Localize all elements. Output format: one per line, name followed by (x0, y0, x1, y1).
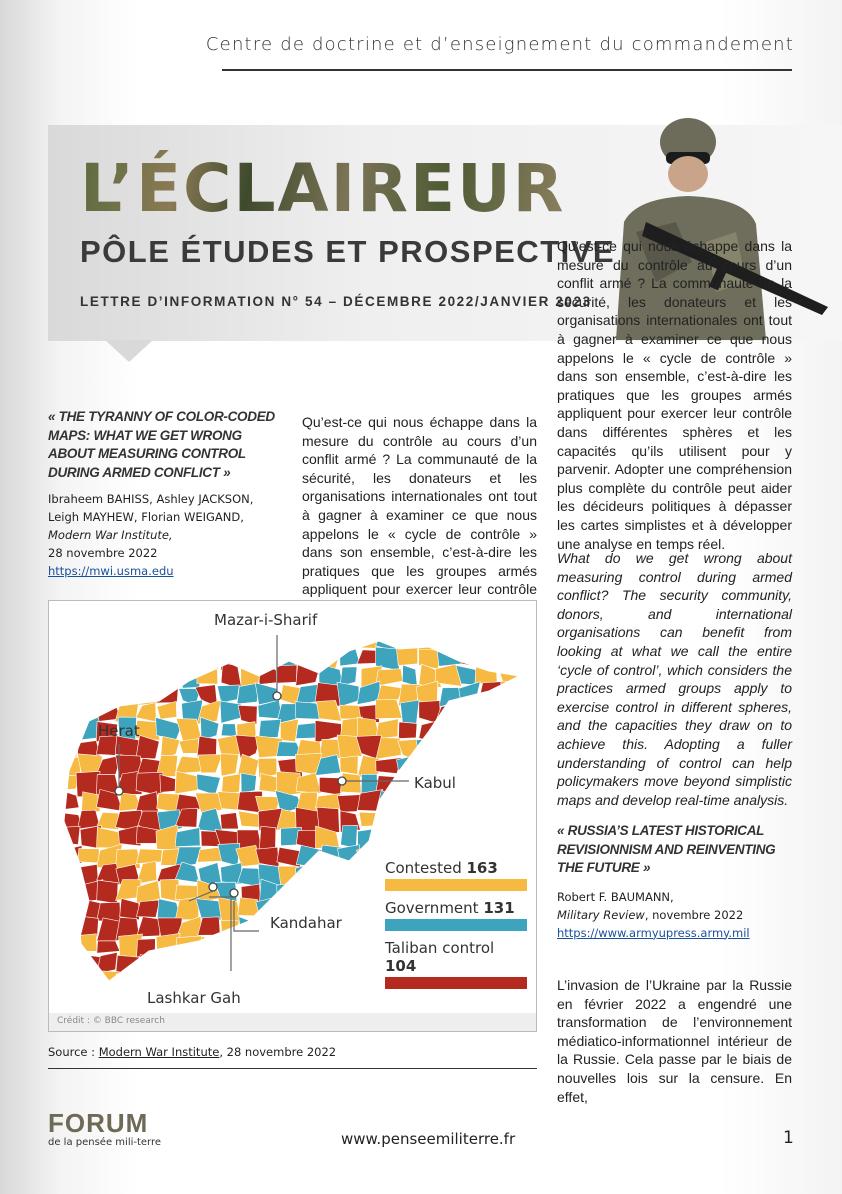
header-org: Centre de doctrine et d’enseignement du commandement (205, 34, 794, 55)
article2-text: L’invasion de l’Ukraine par la Russie en février 2022 a engendré une transformation de l’environnement médiatico-informationnel intérieur de la Russie. Cela passe par le biais de nouvelles lois sur la censure. En effet, (557, 977, 792, 1105)
district-cell (439, 827, 460, 849)
district-cell (220, 813, 238, 829)
district-cell (197, 631, 222, 651)
map-credit: Crédit : © BBC research (49, 1013, 536, 1031)
district-cell (116, 988, 137, 1008)
district-cell (197, 774, 221, 795)
district-cell (459, 790, 481, 815)
district-cell (416, 739, 440, 758)
district-cell (296, 634, 317, 646)
district-cell (56, 865, 77, 884)
newsletter-subtitle: PÔLE ÉTUDES ET PROSPECTIVE (80, 234, 616, 269)
district-cell (56, 915, 81, 937)
district-cell (518, 628, 541, 649)
legend-label: Taliban control 104 (385, 939, 495, 975)
district-cell (260, 936, 282, 957)
district-cell (57, 954, 80, 977)
district-cell (376, 776, 400, 792)
district-cell (235, 629, 258, 651)
district-cell (56, 790, 79, 811)
district-cell (419, 808, 442, 832)
afghanistan-control-map (48, 600, 537, 1032)
district-cell (437, 649, 462, 667)
district-cell (516, 666, 541, 684)
district-cell (160, 669, 181, 688)
legend-item (385, 899, 527, 931)
district-cell (357, 952, 382, 974)
article2-publication: Military Review (557, 907, 645, 922)
district-cell (498, 719, 520, 742)
district-cell (435, 811, 462, 829)
district-cell (116, 973, 138, 994)
forum-logo-subtitle: de la pensée mili-terre (48, 1137, 162, 1148)
district-cell (96, 627, 123, 652)
district-cell (297, 959, 318, 971)
district-cell (56, 826, 80, 844)
article2-date: , novembre 2022 (644, 907, 744, 922)
district-cell (399, 790, 423, 812)
district-cell (276, 628, 301, 651)
legend-label: Contested 163 (385, 859, 498, 877)
district-cell (136, 630, 158, 653)
district-cell (96, 684, 122, 702)
district-cell (359, 918, 382, 940)
district-cell (220, 701, 241, 723)
article1-authors: Ibraheem BAHISS, Ashley JACKSON, Leigh MAYHEW, Florian WEIGAND, (48, 492, 254, 524)
district-cell (358, 898, 378, 922)
district-cell (358, 937, 383, 957)
source-divider (48, 1068, 537, 1069)
district-cell (97, 941, 120, 953)
article1-publication: Modern War Institute, (48, 528, 173, 542)
district-cell (296, 970, 321, 990)
district-cell (198, 847, 222, 862)
district-cell (218, 897, 241, 922)
district-cell (77, 629, 101, 650)
district-cell (518, 737, 538, 758)
district-cell (475, 736, 496, 760)
district-cell (281, 934, 298, 956)
district-cell (256, 955, 281, 977)
district-cell (56, 646, 82, 667)
district-cell (221, 724, 236, 737)
district-cell (57, 971, 79, 992)
district-cell (479, 682, 502, 701)
legend-item (385, 939, 527, 989)
district-cell (340, 969, 360, 991)
district-cell (495, 828, 520, 848)
district-cell (355, 861, 382, 885)
district-cell (96, 646, 118, 669)
article1-date: 28 novembre 2022 (48, 546, 158, 560)
district-cell (97, 880, 118, 904)
district-cell (117, 630, 140, 648)
district-cell (295, 645, 320, 665)
district-cell (119, 687, 141, 706)
district-cell (77, 648, 99, 667)
district-cell (462, 809, 478, 830)
district-cell (56, 881, 81, 904)
district-cell (439, 718, 460, 740)
legend-swatch (385, 879, 527, 891)
district-cell (400, 700, 419, 723)
district-cell (518, 683, 541, 707)
district-cell (419, 701, 441, 725)
district-cell (201, 937, 220, 958)
district-cell (475, 807, 502, 829)
district-cell (276, 665, 297, 683)
district-cell (376, 808, 400, 833)
district-cell (296, 664, 321, 686)
district-cell (136, 849, 162, 864)
district-cell (78, 849, 100, 863)
district-cell (399, 722, 417, 739)
district-cell (218, 843, 240, 865)
district-cell (136, 653, 162, 667)
district-cell (479, 720, 498, 739)
legend-label: Government 131 (385, 899, 515, 917)
district-cell (181, 650, 197, 669)
district-cell (116, 849, 141, 868)
district-cell (500, 628, 517, 649)
district-cell (176, 936, 203, 957)
district-cell (297, 989, 322, 1011)
district-cell (337, 628, 361, 646)
district-cell (57, 993, 81, 1011)
district-cell (277, 882, 303, 905)
district-cell (56, 718, 81, 742)
district-cell (337, 682, 359, 706)
banner-pointer (105, 340, 153, 362)
district-cell (81, 934, 97, 952)
district-cell (319, 631, 336, 647)
district-cell (435, 737, 460, 761)
district-cell (357, 828, 378, 850)
district-cell (456, 718, 482, 740)
district-cell (217, 633, 242, 652)
district-cell (236, 954, 259, 976)
city-label-kandahar: Kandahar (270, 914, 342, 932)
district-cell (179, 628, 201, 650)
district-cell (277, 951, 302, 975)
district-cell (357, 718, 379, 738)
article2-link[interactable]: https://www.armyupress.army.mil (557, 925, 750, 940)
district-cell (335, 992, 358, 1011)
district-cell (362, 991, 383, 1011)
city-label-herat: Herat (98, 722, 140, 740)
district-cell (519, 722, 539, 739)
district-cell (516, 772, 539, 796)
district-cell (495, 701, 516, 722)
district-cell (56, 737, 79, 760)
district-cell (259, 970, 283, 989)
district-cell (501, 681, 523, 702)
district-cell (56, 904, 79, 919)
district-cell (475, 702, 500, 724)
district-cell (341, 883, 363, 903)
district-cell (135, 970, 162, 992)
district-cell (56, 699, 77, 723)
district-cell (116, 955, 141, 973)
district-cell (356, 975, 382, 989)
district-cell (456, 771, 481, 796)
district-cell (337, 845, 359, 867)
district-cell (316, 863, 340, 884)
district-cell (402, 665, 417, 686)
legend-swatch (385, 977, 527, 989)
district-cell (176, 666, 200, 689)
district-cell (198, 754, 223, 773)
district-cell (519, 791, 538, 812)
district-cell (517, 753, 541, 773)
header-divider (222, 69, 792, 71)
district-cell (136, 900, 159, 917)
district-cell (76, 663, 103, 686)
city-label-lashkar-gah: Lashkar Gah (147, 989, 241, 1007)
district-cell (475, 774, 502, 796)
district-cell (495, 809, 521, 830)
district-cell (160, 631, 178, 651)
district-cell (176, 953, 202, 975)
district-cell (278, 972, 300, 993)
article2-title: « RUSSIA’S LATEST HISTORICAL REVISIONNISM AND REINVENTING THE FUTURE » (557, 823, 776, 875)
district-cell (495, 790, 518, 812)
district-cell (316, 940, 339, 958)
district-cell (495, 772, 522, 795)
district-cell (277, 990, 298, 1008)
district-cell (399, 828, 422, 849)
district-cell (255, 630, 280, 653)
district-cell (115, 648, 137, 669)
district-cell (96, 666, 122, 682)
district-cell (220, 754, 238, 776)
district-cell (57, 933, 76, 956)
district-cell (439, 687, 462, 706)
district-cell (179, 739, 198, 754)
district-cell (478, 759, 502, 775)
district-cell (459, 740, 478, 759)
district-cell (396, 754, 420, 775)
district-cell (237, 936, 261, 956)
district-cell (77, 988, 98, 1011)
district-cell (517, 647, 541, 670)
article1-title: « THE TYRANNY OF COLOR-CODED MAPS: WHAT WE GET WRONG ABOUT MEASURING CONTROL DURING ARMED CONFLICT » (48, 409, 275, 480)
page-number: 1 (783, 1128, 794, 1148)
district-cell (175, 828, 200, 847)
district-cell (320, 956, 337, 972)
district-cell (376, 699, 402, 718)
district-cell (221, 920, 239, 940)
district-cell (136, 703, 156, 722)
forum-logo: FORUM (48, 1108, 149, 1138)
district-cell (160, 774, 176, 792)
district-cell (97, 991, 123, 1007)
district-cell (359, 812, 381, 826)
district-cell (479, 627, 501, 650)
district-cell (297, 936, 322, 958)
district-cell (56, 629, 79, 652)
district-cell (241, 773, 257, 793)
district-cell (338, 953, 362, 971)
district-cell (260, 993, 277, 1010)
district-cell (461, 701, 482, 724)
district-cell (95, 971, 119, 994)
district-cell (157, 972, 179, 990)
district-cell (521, 810, 542, 833)
map-source: Source : Modern War Institute, 28 novembre 2022 (48, 1045, 337, 1059)
district-cell (437, 756, 461, 775)
district-cell (122, 663, 137, 683)
district-cell (456, 829, 479, 851)
district-cell (137, 939, 156, 957)
article1-en-text: What do we get wrong about measuring control during armed conflict? The security community, donors, and international organisations can benefit from looking at what we call the entire ‘cycle of control’, which considers the practices armed groups apply to exercise control in different spheres, and the capacities they draw on to achieve this. Adopting a fuller understanding of control can help policymakers move beyond simplistic maps and develop real-time analysis. (557, 550, 792, 808)
district-cell (479, 826, 501, 848)
district-cell (340, 756, 358, 775)
district-cell (397, 627, 419, 649)
source-link[interactable]: Modern War Institute (98, 1045, 220, 1059)
district-cell (438, 631, 462, 650)
district-cell (155, 956, 179, 976)
article1-fr-text-col1: Qu’est-ce qui nous échappe dans la mesure du contrôle au cours d’un conflit armé ? La communauté de la sécurité, les donateurs et les organisations internationales ont tout à gagner à examiner ce que nous appelons le « cycle de contrôle » dans son ensemble, c’est-à-dire les pratiques que les groupes armés appliquent pour exercer leur contrôle (302, 414, 537, 598)
district-cell (221, 971, 239, 987)
district-cell (136, 664, 160, 685)
district-cell (475, 790, 502, 813)
district-cell (56, 668, 80, 686)
district-cell (296, 881, 318, 904)
city-label-kabul: Kabul (414, 774, 456, 792)
legend-item (385, 859, 527, 891)
issue-line: LETTRE D’INFORMATION N° 54 – DÉCEMBRE 2022/JANVIER 2023 (80, 294, 592, 309)
district-cell (416, 789, 442, 811)
district-cell (419, 828, 442, 846)
city-label-mazar: Mazar-i-Sharif (214, 611, 318, 629)
district-cell (198, 955, 223, 975)
district-cell (501, 740, 520, 757)
district-cell (258, 650, 282, 664)
district-cell (521, 704, 540, 723)
district-cell (156, 647, 182, 670)
district-cell (401, 808, 422, 828)
legend-swatch (385, 919, 527, 931)
map-legend (385, 859, 527, 997)
district-cell (175, 756, 202, 773)
article1-fr-text-col2: Qu’est-ce qui nous échappe dans la mesure du contrôle au cours d’un conflit armé ? La communauté de la sécurité, les donateurs et les organisations internationales ont tout à gagner à examiner ce que nous appelons le « cycle de contrôle » dans son ensemble, c’est-à-dire les pratiques que les groupes armés appliquent pour exercer leur contrôle dans différentes sphères et les capacités qu’ils utilisent pour y parvenir. Adopter une compréhension plus complète du contrôle peut aider les décideurs politiques à dépasser les cartes simplistes et à développer une analyse en temps réel. (557, 238, 792, 552)
article2-author: Robert F. BAUMANN, (557, 889, 674, 904)
district-cell (376, 827, 401, 847)
district-cell (439, 793, 458, 812)
district-cell (242, 992, 263, 1012)
district-cell (495, 651, 521, 670)
district-cell (238, 969, 259, 990)
district-cell (519, 829, 541, 847)
district-cell (461, 756, 481, 777)
district-cell (362, 880, 380, 900)
district-cell (237, 649, 258, 665)
footer-website[interactable]: www.penseemiliterre.fr (341, 1130, 516, 1148)
district-cell (477, 645, 498, 667)
district-cell (259, 719, 281, 737)
district-cell (56, 684, 82, 705)
district-cell (340, 916, 358, 941)
district-cell (97, 952, 117, 973)
district-cell (81, 686, 103, 700)
district-cell (320, 883, 338, 898)
article1-link[interactable]: https://mwi.usma.edu (48, 564, 174, 578)
district-cell (316, 970, 343, 995)
district-cell (335, 934, 362, 959)
district-cell (495, 757, 521, 775)
district-cell (198, 646, 220, 670)
district-cell (459, 628, 483, 652)
district-cell (459, 682, 481, 704)
district-cell (78, 973, 100, 992)
district-cell (157, 701, 177, 719)
newsletter-title: L’ÉCLAIREUR (80, 150, 566, 227)
district-cell (340, 864, 361, 886)
district-cell (215, 935, 241, 958)
district-cell (341, 825, 358, 848)
district-cell (320, 989, 341, 1011)
